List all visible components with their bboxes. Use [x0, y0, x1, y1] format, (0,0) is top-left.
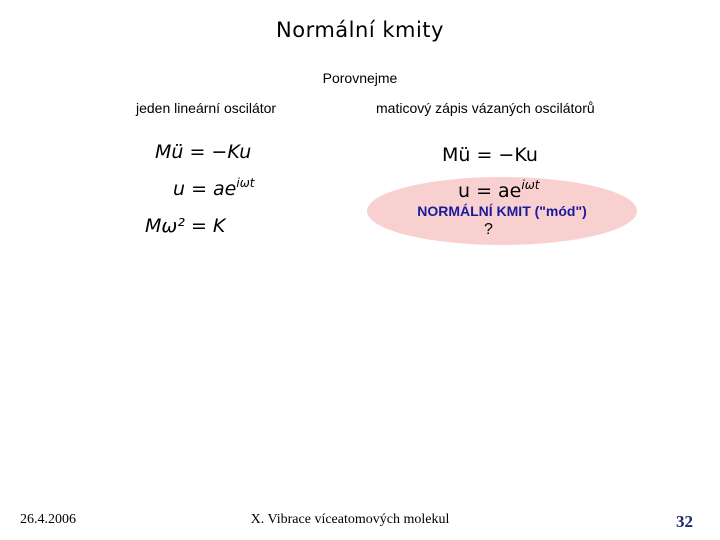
- left-solution-base: u = ae: [173, 178, 237, 200]
- page-number: 32: [676, 512, 693, 531]
- left-equation-motion: Mü = −Ku: [155, 141, 252, 163]
- footer-title: X. Vibrace víceatomových molekul: [250, 512, 450, 527]
- right-equation-motion: Mü = −Ku: [442, 144, 538, 166]
- left-equation-solution: [173, 178, 254, 200]
- left-solution-exponent: iωt: [236, 176, 255, 190]
- left-column-heading: jeden lineární oscilátor: [136, 100, 277, 116]
- right-column-heading: maticový zápis vázaných oscilátorů: [376, 100, 595, 116]
- subtitle: Porovnejme: [322, 70, 398, 86]
- footer-date: 26.4.2006: [20, 512, 76, 527]
- normal-mode-label: NORMÁLNÍ KMIT ("mód"): [417, 203, 587, 219]
- question-mark: ?: [484, 221, 493, 238]
- slide-title: Normální kmity: [276, 18, 444, 42]
- left-equation-frequency: Mω² = K: [145, 215, 226, 237]
- right-equation-solution: [458, 180, 539, 202]
- right-solution-base: u = ae: [458, 180, 522, 202]
- right-solution-exponent: iωt: [521, 178, 540, 192]
